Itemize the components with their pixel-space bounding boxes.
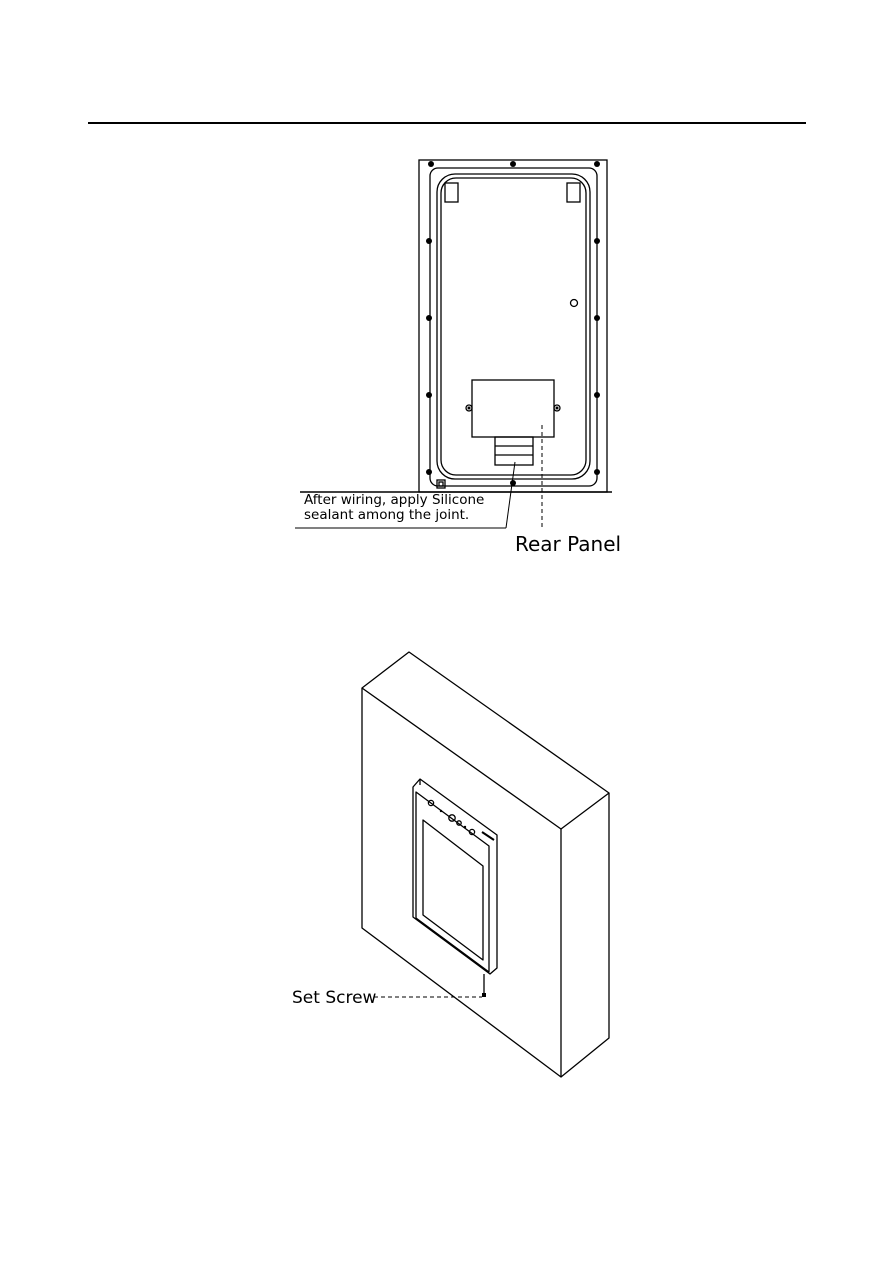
note-line-1: After wiring, apply Silicone [304,492,485,508]
silicone-sealant-note [304,493,484,523]
rear-panel-label: Rear Panel [515,532,622,556]
note-line-2: sealant among the joint. [304,507,470,523]
set-screw-label: Set Screw [292,988,377,1008]
